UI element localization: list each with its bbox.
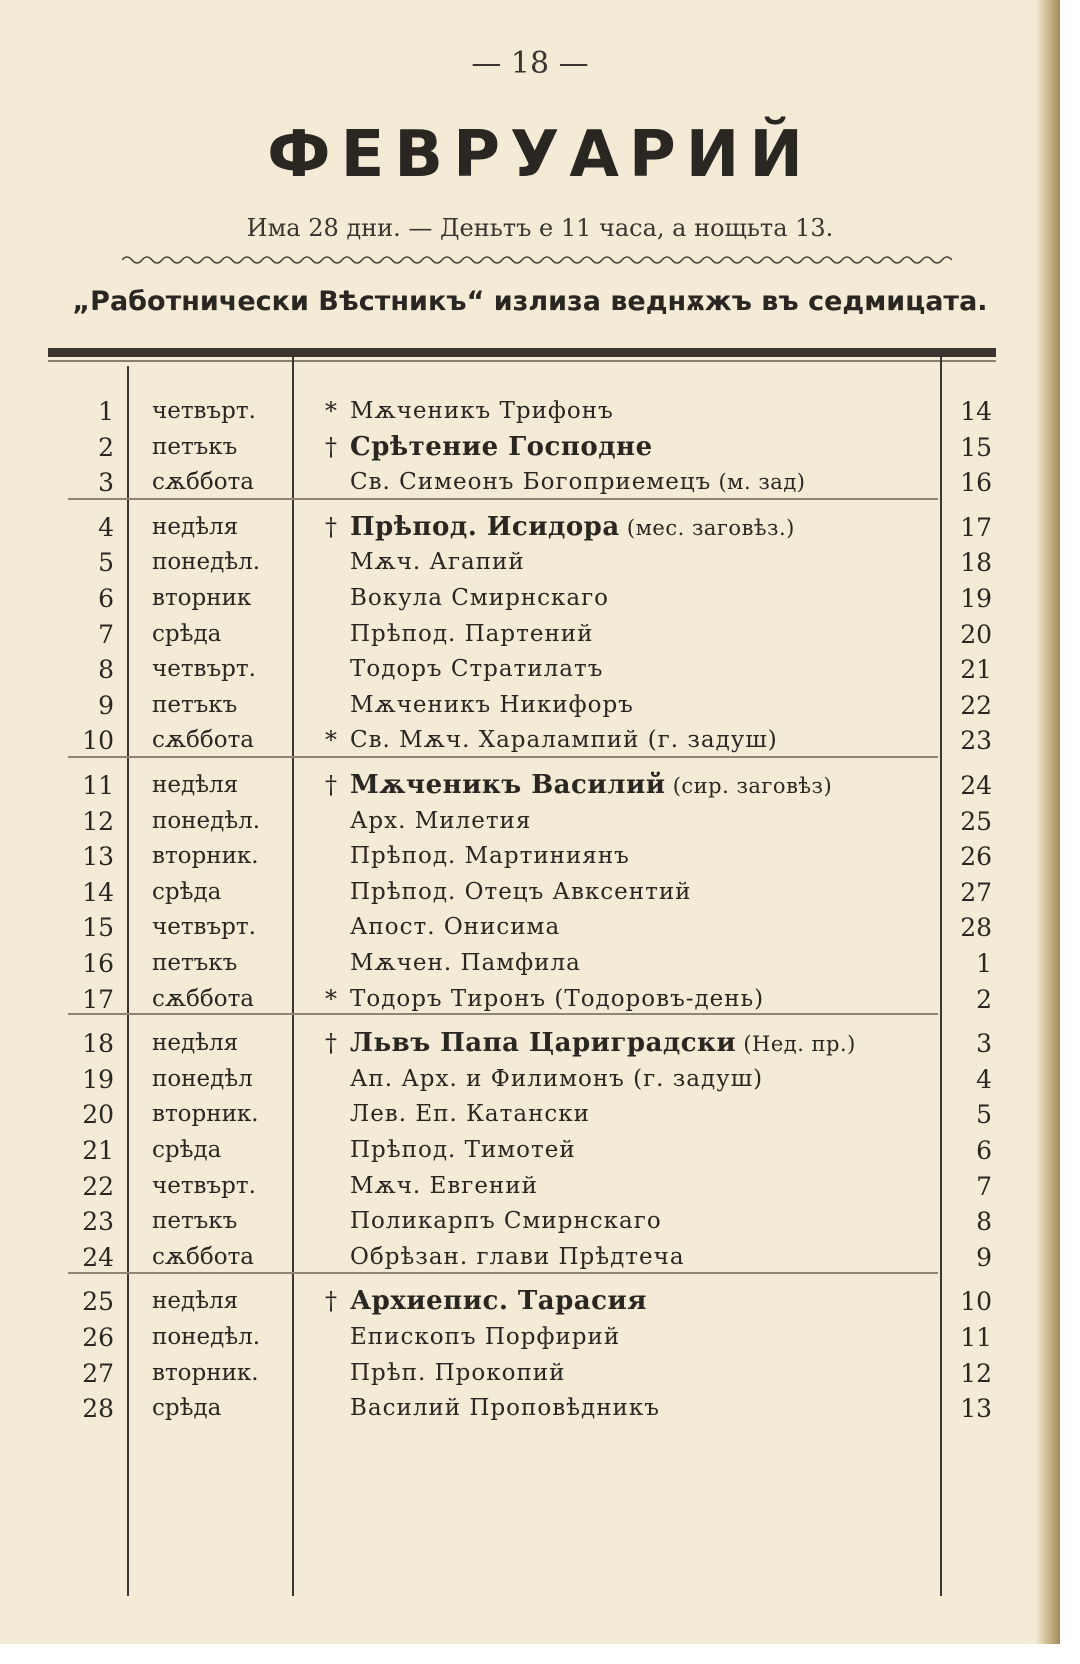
saint-name [350,946,1002,981]
day-number: 12 [82,806,114,836]
month-title: ФЕВРУАРИЙ [267,118,813,192]
day-number: 7 [98,619,114,649]
saint-name-text: Епископъ Порфирий [350,1324,621,1350]
saint-name [350,652,1002,687]
feast-symbol: † [325,512,337,541]
day-number: 25 [82,1287,114,1317]
old-style-date: 9 [976,1242,992,1272]
day-number: 5 [98,548,114,578]
calendar-row [60,1204,1000,1239]
saint-name [350,1204,1002,1239]
calendar-row [60,430,1000,465]
weekday: сѫббота [152,985,255,1012]
calendar-row [60,982,1000,1017]
old-style-date: 20 [960,619,992,649]
saint-name-text: Прѣпод. Партений [350,620,594,647]
saint-name-text: Мѫченикъ Василий [350,770,666,800]
weekday: вторник. [152,1101,259,1128]
saint-name [350,1169,1002,1204]
saint-name-text: Прѣпод. Отецъ Авксентий [350,878,692,905]
month-subtitle: Има 28 дни. — Деньтъ е 11 часа, а нощьта 13. [246,214,834,242]
calendar-row [60,723,1000,758]
day-number: 19 [82,1064,114,1094]
weekday: понедѣл. [152,1324,261,1350]
old-style-date: 28 [960,913,992,943]
saint-name-text: Тодоръ Тиронъ (Тодоровъ-день) [350,985,765,1012]
day-number: 24 [82,1242,114,1272]
saint-name-text: Апост. Онисима [350,914,561,941]
feast-symbol: * [325,397,337,425]
calendar-row [60,1356,1000,1391]
saint-name [350,465,1002,500]
day-number: 23 [82,1207,114,1237]
saint-name [350,1062,1002,1097]
saint-note: (м. зад) [711,470,806,495]
day-number: 2 [98,432,114,462]
calendar-row [60,1062,1000,1097]
saint-name-text: Прѣпод. Мартиниянъ [350,843,630,870]
old-style-date: 22 [960,690,992,720]
saint-name [350,804,1002,839]
saint-name-text: Прѣпод. Тимотей [350,1137,576,1163]
old-style-date: 6 [976,1136,992,1165]
saint-note: (Нед. пр.) [736,1032,856,1057]
weekday: недѣля [152,1030,239,1057]
day-number: 13 [82,842,114,872]
calendar-row [60,1169,1000,1204]
weekday: недѣля [152,1288,239,1315]
day-number: 21 [82,1136,114,1165]
day-number: 10 [82,726,114,756]
old-style-date: 4 [976,1064,992,1094]
weekday: петъкъ [152,1208,238,1235]
saint-name-text: Прѣпод. Исидора [350,511,620,542]
day-number: 28 [82,1394,114,1424]
saint-name-text: Архиепис. Тарасия [350,1286,647,1317]
saint-name-text: Вокула Смирнскаго [350,585,610,611]
calendar-row [60,1026,1000,1061]
old-style-date: 14 [960,397,992,426]
saint-name-text: Св. Мѫч. Харалампий (г. задуш) [350,727,778,754]
old-style-date: 17 [960,512,992,542]
day-number: 1 [98,397,114,426]
saint-note: (сир. заговѣз) [665,774,833,798]
weekday: четвърт. [152,1172,256,1199]
saint-name [350,394,1002,429]
day-number: 14 [82,877,114,907]
weekday: сѫббота [152,1243,255,1270]
day-number: 4 [98,512,114,542]
saint-name [350,688,1002,723]
saint-name-text: Арх. Милетия [350,807,532,834]
old-style-date: 18 [960,548,992,578]
saint-name [350,1240,1002,1275]
saint-name-text: Мѫченикъ Трифонъ [350,398,614,424]
saint-name-text: Мѫч. Агапий [350,549,525,576]
day-number: 26 [82,1323,114,1352]
day-number: 8 [98,655,114,685]
old-style-date: 11 [960,1323,992,1352]
saint-name-text: Св. Симеонъ Богоприемецъ [350,469,712,496]
weekday: понедѣл [152,1065,253,1092]
old-style-date: 19 [960,584,992,613]
day-number: 20 [82,1100,114,1130]
feast-symbol: * [325,726,337,755]
weekday: понедѣл. [152,807,261,834]
saint-name-text: Тодоръ Стратилатъ [350,656,604,683]
day-number: 27 [82,1358,114,1388]
weekday: петъкъ [152,433,238,460]
saint-name [350,1356,1002,1391]
day-number: 22 [82,1171,114,1201]
weekday: срѣда [152,1137,222,1163]
calendar-row [60,910,1000,945]
weekday: четвърт. [152,398,256,424]
saint-name-text: Мѫчен. Памфила [350,950,581,976]
saint-name-text: Лев. Еп. Катански [350,1101,590,1128]
day-number: 17 [82,984,114,1014]
weekday: вторник. [152,1359,259,1386]
calendar-row [60,946,1000,981]
scan-bottom-margin [0,1644,1060,1664]
saint-name-text: Прѣп. Прокопий [350,1359,566,1386]
calendar-row [60,1133,1000,1168]
saint-name [350,910,1002,945]
weekday: срѣда [152,620,222,647]
old-style-date: 7 [976,1171,992,1201]
weekday: срѣда [152,878,222,905]
page-number: — 18 — [471,46,589,81]
weekday: сѫббота [152,727,255,754]
saint-name-text: Обрѣзан. глави Прѣдтеча [350,1243,685,1270]
saint-name-text: Срѣтение Господне [350,431,653,462]
calendar-row [60,768,1000,803]
weekday: петъкъ [152,950,238,976]
saint-note: (мес. заговѣз.) [619,515,795,540]
saint-name-text: Мѫч. Евгений [350,1172,538,1199]
feast-symbol: * [325,984,337,1013]
calendar-row [60,1320,1000,1355]
day-number: 15 [82,913,114,943]
day-number: 11 [82,771,114,800]
calendar-row [60,1097,1000,1132]
old-style-date: 24 [960,771,992,800]
calendar-row [60,875,1000,910]
saint-name [350,1320,1002,1355]
calendar-row [60,545,1000,580]
weekday: вторник [152,585,252,611]
saint-name [350,1026,1002,1062]
feast-symbol: † [325,771,337,799]
table-top-rule-thin [48,360,996,362]
calendar-row [60,394,1000,429]
old-style-date: 10 [960,1287,992,1317]
saint-name [350,430,1002,466]
old-style-date: 1 [976,949,992,978]
saint-name [350,768,1002,804]
saint-name [350,545,1002,580]
day-number: 9 [98,690,114,720]
saint-name [350,1097,1002,1132]
feast-symbol: † [325,432,337,461]
saint-name [350,723,1002,758]
old-style-date: 23 [960,726,992,756]
old-style-date: 8 [976,1207,992,1237]
weekday: петъкъ [152,691,238,718]
day-number: 3 [98,468,114,498]
old-style-date: 13 [960,1394,992,1424]
weekday: четвърт. [152,914,256,941]
old-style-date: 15 [960,432,992,462]
day-number: 18 [82,1029,114,1059]
feast-symbol: † [325,1029,337,1058]
weekday: недѣля [152,772,239,798]
calendar-row [60,1240,1000,1275]
calendar-row [60,465,1000,500]
page-edge-shadow [1036,0,1060,1664]
day-number: 6 [98,584,114,613]
saint-name-text: Ап. Арх. и Филимонъ (г. задуш) [350,1065,764,1092]
saint-name [350,839,1002,874]
saint-name-text: Василий Проповѣдникъ [350,1395,660,1422]
old-style-date: 16 [960,468,992,498]
old-style-date: 25 [960,806,992,836]
saint-name [350,982,1002,1017]
newspaper-notice: „Работнически Вѣстникъ“ излиза веднѫжъ въ седмицата. [72,286,988,317]
calendar-row [60,804,1000,839]
calendar-row [60,1391,1000,1426]
saint-name [350,581,1002,616]
weekday: сѫббота [152,469,255,496]
calendar-row [60,839,1000,874]
feast-symbol: † [325,1287,337,1316]
saint-name [350,875,1002,910]
saint-name [350,1133,1002,1168]
weekday: недѣля [152,513,239,540]
old-style-date: 3 [976,1029,992,1059]
calendar-row [60,1284,1000,1319]
calendar-row [60,688,1000,723]
old-style-date: 2 [976,984,992,1014]
old-style-date: 26 [960,842,992,872]
saint-name [350,510,1002,546]
wavy-divider [122,252,952,266]
weekday: понедѣл. [152,549,261,576]
saint-name-text: Поликарпъ Смирнскаго [350,1208,662,1235]
old-style-date: 12 [960,1358,992,1388]
saint-name-text: Мѫченикъ Никифоръ [350,691,634,718]
day-number: 16 [82,949,114,978]
calendar-row [60,652,1000,687]
old-style-date: 5 [976,1100,992,1130]
saint-name-text: Львъ Папа Цариградски [350,1028,737,1059]
old-style-date: 21 [960,655,992,685]
table-top-rule [48,348,996,357]
saint-name [350,617,1002,652]
saint-name [350,1391,1002,1426]
calendar-row [60,617,1000,652]
calendar-row [60,581,1000,616]
weekday: вторник. [152,843,259,870]
saint-name [350,1284,1002,1320]
calendar-row [60,510,1000,545]
weekday: срѣда [152,1395,222,1422]
old-style-date: 27 [960,877,992,907]
weekday: четвърт. [152,656,256,683]
